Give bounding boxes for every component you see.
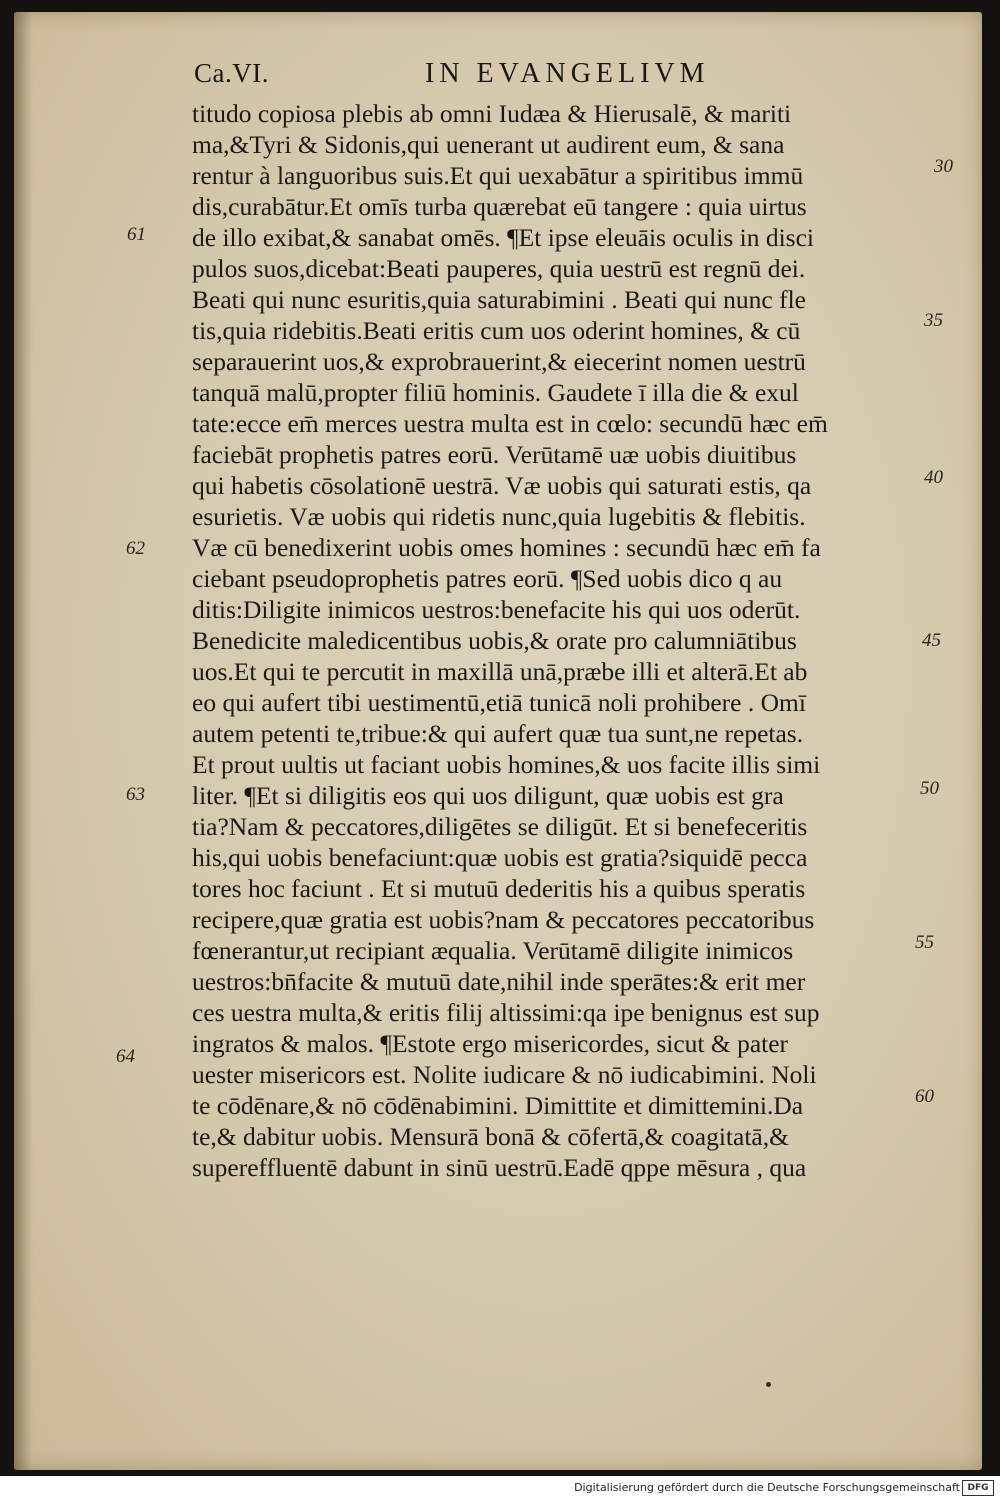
text-line: liter. ¶Et si diligitis eos qui uos diligunt, quæ uobis est gra xyxy=(192,781,784,810)
text-line: tis,quia ridebitis.Beati eritis cum uos oderint homines, & cū xyxy=(192,316,801,345)
line-number: 45 xyxy=(922,630,941,651)
text-line: faciebāt prophetis patres eorū. Verūtamē uæ uobis diuitibus xyxy=(192,440,797,469)
ink-speck xyxy=(766,1382,771,1387)
running-title: IN EVANGELIVM xyxy=(425,58,710,89)
text-line: rentur à languoribus suis.Et qui uexabātur a spiritibus immū xyxy=(192,161,804,190)
text-line: recipere,quæ gratia est uobis?nam & peccatores peccatoribus xyxy=(192,905,815,934)
text-line: supereffluentē dabunt in sinū uestrū.Eadē qppe mēsura , qua xyxy=(192,1153,807,1182)
text-line: Beati qui nunc esuritis,quia saturabimini . Beati qui nunc fle xyxy=(192,285,806,314)
text-line: separauerint uos,& exprobrauerint,& eiecerint nomen uestrū xyxy=(192,347,806,376)
verse-number: 63 xyxy=(126,784,145,805)
text-line: Benedicite maledicentibus uobis,& orate pro calumniātibus xyxy=(192,626,797,655)
text-line: his,qui uobis benefaciunt:quæ uobis est gratia?siquidē pecca xyxy=(192,843,808,872)
verse-number: 62 xyxy=(126,538,145,559)
funding-credit: Digitalisierung gefördert durch die Deutsche Forschungsgemeinschaft xyxy=(574,1481,960,1494)
text-line: tia?Nam & peccatores,diligētes se diligūt. Et si benefeceritis xyxy=(192,812,808,841)
line-number: 35 xyxy=(924,310,943,331)
text-line: te,& dabitur uobis. Mensurā bonā & cōfertā,& coagitatā,& xyxy=(192,1122,789,1151)
text-line: de illo exibat,& sanabat omēs. ¶Et ipse eleuāis oculis in disci xyxy=(192,223,814,252)
text-line: uester misericors est. Nolite iudicare & nō iudicabimini. Noli xyxy=(192,1060,817,1089)
line-number: 50 xyxy=(920,778,939,799)
text-line: tanquā malū,propter filiū hominis. Gaudete ī illa die & exul xyxy=(192,378,799,407)
text-line: uestros:bn̄facite & mutuū date,nihil inde sperātes:& erit mer xyxy=(192,967,806,996)
digitization-footer xyxy=(0,1476,1000,1499)
page-header xyxy=(0,56,1000,96)
text-line: ciebant pseudoprophetis patres eorū. ¶Sed uobis dico q au xyxy=(192,564,783,593)
dfg-logo-icon: DFG xyxy=(962,1480,994,1496)
line-number: 55 xyxy=(915,932,934,953)
text-line: autem petenti te,tribue:& qui aufert quæ tua sunt,ne repetas. xyxy=(192,719,804,748)
text-line: ma,&Tyri & Sidonis,qui uenerant ut audirent eum, & sana xyxy=(192,130,785,159)
text-line: ces uestra multa,& eritis filij altissimi:qa ipe benignus est sup xyxy=(192,998,820,1027)
text-line: titudo copiosa plebis ab omni Iudæa & Hierusalē, & mariti xyxy=(192,99,792,128)
text-line: ingratos & malos. ¶Estote ergo misericordes, sicut & pater xyxy=(192,1029,789,1058)
text-line: ditis:Diligite inimicos uestros:benefacite his qui uos oderūt. xyxy=(192,595,801,624)
text-line: tate:ecce em̄ merces uestra multa est in cœlo: secundū hæc em̄ xyxy=(192,409,828,438)
text-line: tores hoc faciunt . Et si mutuū dederitis his a quibus speratis xyxy=(192,874,806,903)
chapter-heading: Ca.VI. xyxy=(194,58,269,88)
text-line: qui habetis cōsolationē uestrā. Væ uobis qui saturati estis, qa xyxy=(192,471,812,500)
text-line: Væ cū benedixerint uobis omes homines : secundū hæc em̄ fa xyxy=(192,533,821,562)
verse-number: 61 xyxy=(127,224,146,245)
page-gutter-shadow xyxy=(14,12,32,1470)
line-number: 40 xyxy=(924,467,943,488)
line-number: 60 xyxy=(915,1086,934,1107)
text-line: uos.Et qui te percutit in maxillā unā,præbe illi et alterā.Et ab xyxy=(192,657,808,686)
text-line: dis,curabātur.Et omīs turba quærebat eū tangere : quia uirtus xyxy=(192,192,807,221)
text-line: fœnerantur,ut recipiant æqualia. Verūtamē diligite inimicos xyxy=(192,936,794,965)
text-line: eo qui aufert tibi uestimentū,etiā tunicā noli prohibere . Omī xyxy=(192,688,806,717)
line-number: 30 xyxy=(934,156,953,177)
verse-number: 64 xyxy=(116,1046,135,1067)
text-line: pulos suos,dicebat:Beati pauperes, quia uestrū est regnū dei. xyxy=(192,254,806,283)
text-line: Et prout uultis ut faciant uobis homines,& uos facite illis simi xyxy=(192,750,821,779)
text-line: esurietis. Væ uobis qui ridetis nunc,quia lugebitis & flebitis. xyxy=(192,502,806,531)
text-line: te cōdēnare,& nō cōdēnabimini. Dimittite et dimittemini.Da xyxy=(192,1091,804,1120)
